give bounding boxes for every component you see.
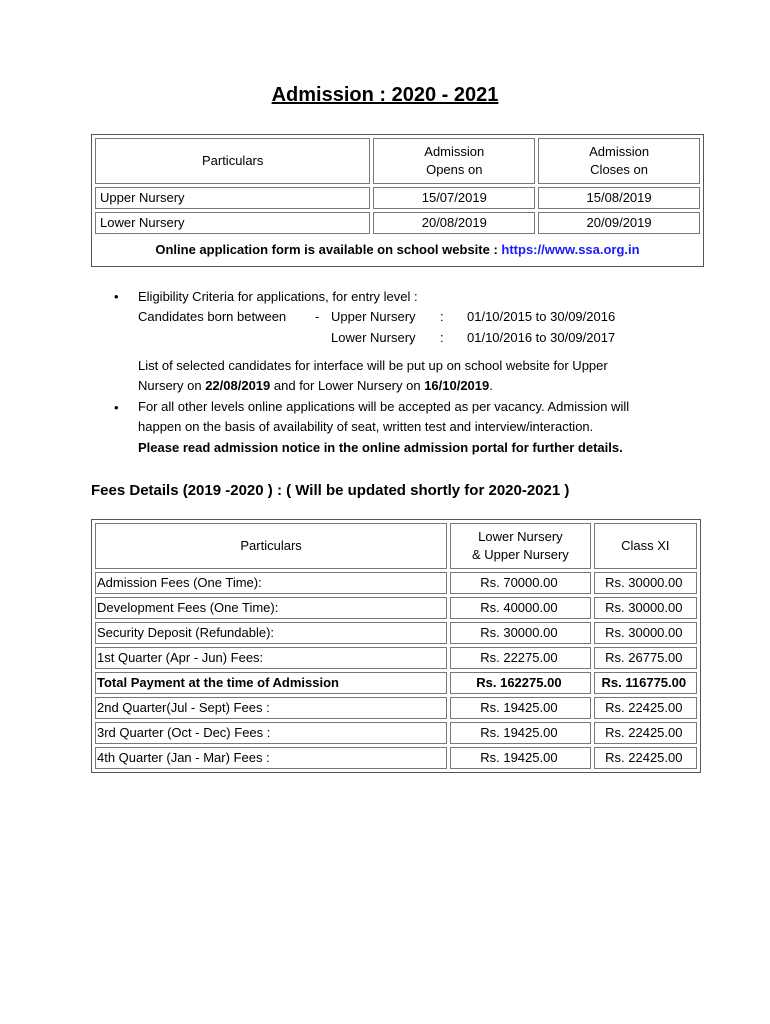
fee-nursery: Rs. 40000.00 [450,597,590,619]
selection-part-a: Nursery on [138,378,206,393]
row-closes: 15/08/2019 [538,187,700,209]
online-form-note [95,237,700,263]
header-nursery [450,523,590,569]
fee-label: Security Deposit (Refundable): [95,622,447,644]
fee-nursery: Rs. 70000.00 [450,572,590,594]
fee-class-xi: Rs. 22425.00 [594,747,697,769]
school-website-link[interactable]: https://www.ssa.org.in [501,242,640,257]
online-form-text: Online application form is available on school website : [155,242,498,257]
fee-label: 4th Quarter (Jan - Mar) Fees : [95,747,447,769]
dash-separator: - [315,309,320,324]
other-levels-line1: For all other levels online applications will be accepted as per vacancy. Admission will [138,399,630,414]
fee-class-xi: Rs. 26775.00 [594,647,697,669]
header-opens-on [373,138,535,184]
eligibility-range-lower: 01/10/2016 to 30/09/2017 [467,330,616,345]
header-particulars: Particulars [95,138,370,184]
table-row [95,187,700,209]
selection-line1: List of selected candidates for interface will be put up on school website for Upper [138,358,608,373]
row-closes: 20/09/2019 [538,212,700,234]
fee-class-xi: Rs. 22425.00 [594,722,697,744]
row-opens: 20/08/2019 [373,212,535,234]
table-row [95,697,697,719]
admission-notice: Please read admission notice in the online admission portal for further details. [138,440,623,455]
fee-nursery: Rs. 19425.00 [450,747,590,769]
fee-label: 3rd Quarter (Oct - Dec) Fees : [95,722,447,744]
fee-label: Development Fees (One Time): [95,597,447,619]
eligibility-range-upper: 01/10/2015 to 30/09/2016 [467,309,616,324]
fee-class-xi: Rs. 22425.00 [594,697,697,719]
fee-label: Total Payment at the time of Admission [95,672,447,694]
selection-line2 [138,376,698,396]
header-closes-line1: Admission [589,144,650,159]
row-opens: 15/07/2019 [373,187,535,209]
fees-table [91,519,701,773]
header-closes-on [538,138,700,184]
eligibility-intro: Eligibility Criteria for applications, for entry level : [138,289,418,304]
fee-label: Admission Fees (One Time): [95,572,447,594]
fee-class-xi: Rs. 116775.00 [594,672,697,694]
fee-label: 1st Quarter (Apr - Jun) Fees: [95,647,447,669]
born-between-label: Candidates born between [138,309,287,324]
header-closes-line2: Closes on [590,162,648,177]
row-class: Lower Nursery [95,212,370,234]
fee-label: 2nd Quarter(Jul - Sept) Fees : [95,697,447,719]
header-particulars: Particulars [95,523,447,569]
header-opens-line2: Opens on [426,162,483,177]
table-header-row [95,523,697,569]
table-row [95,747,697,769]
eligibility-level-lower: Lower Nursery [331,330,416,345]
fee-class-xi: Rs. 30000.00 [594,622,697,644]
header-opens-line1: Admission [424,144,485,159]
other-levels-paragraph [138,397,698,437]
lower-nursery-date: 16/10/2019 [424,378,490,393]
eligibility-level-upper: Upper Nursery [331,309,416,324]
fee-class-xi: Rs. 30000.00 [594,597,697,619]
fee-class-xi: Rs. 30000.00 [594,572,697,594]
selection-part-c: . [489,378,493,393]
selection-part-b: and for Lower Nursery on [270,378,425,393]
bullet-icon: • [114,289,119,304]
other-levels-line2: happen on the basis of availability of seat, written test and interview/interaction. [138,419,594,434]
fee-nursery: Rs. 19425.00 [450,722,590,744]
colon-separator: : [440,330,444,345]
header-class-xi: Class XI [594,523,697,569]
total-row [95,672,697,694]
colon-separator: : [440,309,444,324]
table-note-row [95,237,700,263]
fee-nursery: Rs. 30000.00 [450,622,590,644]
page-title: Admission : 2020 - 2021 [271,84,499,106]
bullet-icon: • [114,400,119,415]
table-row [95,622,697,644]
table-row [95,647,697,669]
table-row [95,722,697,744]
row-class: Upper Nursery [95,187,370,209]
upper-nursery-date: 22/08/2019 [205,378,271,393]
table-row [95,212,700,234]
table-row [95,572,697,594]
header-nursery-line1: Lower Nursery [478,529,563,544]
fees-heading: Fees Details (2019 -2020 ) : ( Will be updated shortly for 2020-2021 ) [91,482,570,499]
selection-paragraph [138,356,698,396]
fee-nursery: Rs. 162275.00 [450,672,590,694]
fee-nursery: Rs. 22275.00 [450,647,590,669]
admission-dates-table [91,134,704,267]
table-row [95,597,697,619]
table-header-row [95,138,700,184]
header-nursery-line2: & Upper Nursery [472,547,569,562]
fee-nursery: Rs. 19425.00 [450,697,590,719]
